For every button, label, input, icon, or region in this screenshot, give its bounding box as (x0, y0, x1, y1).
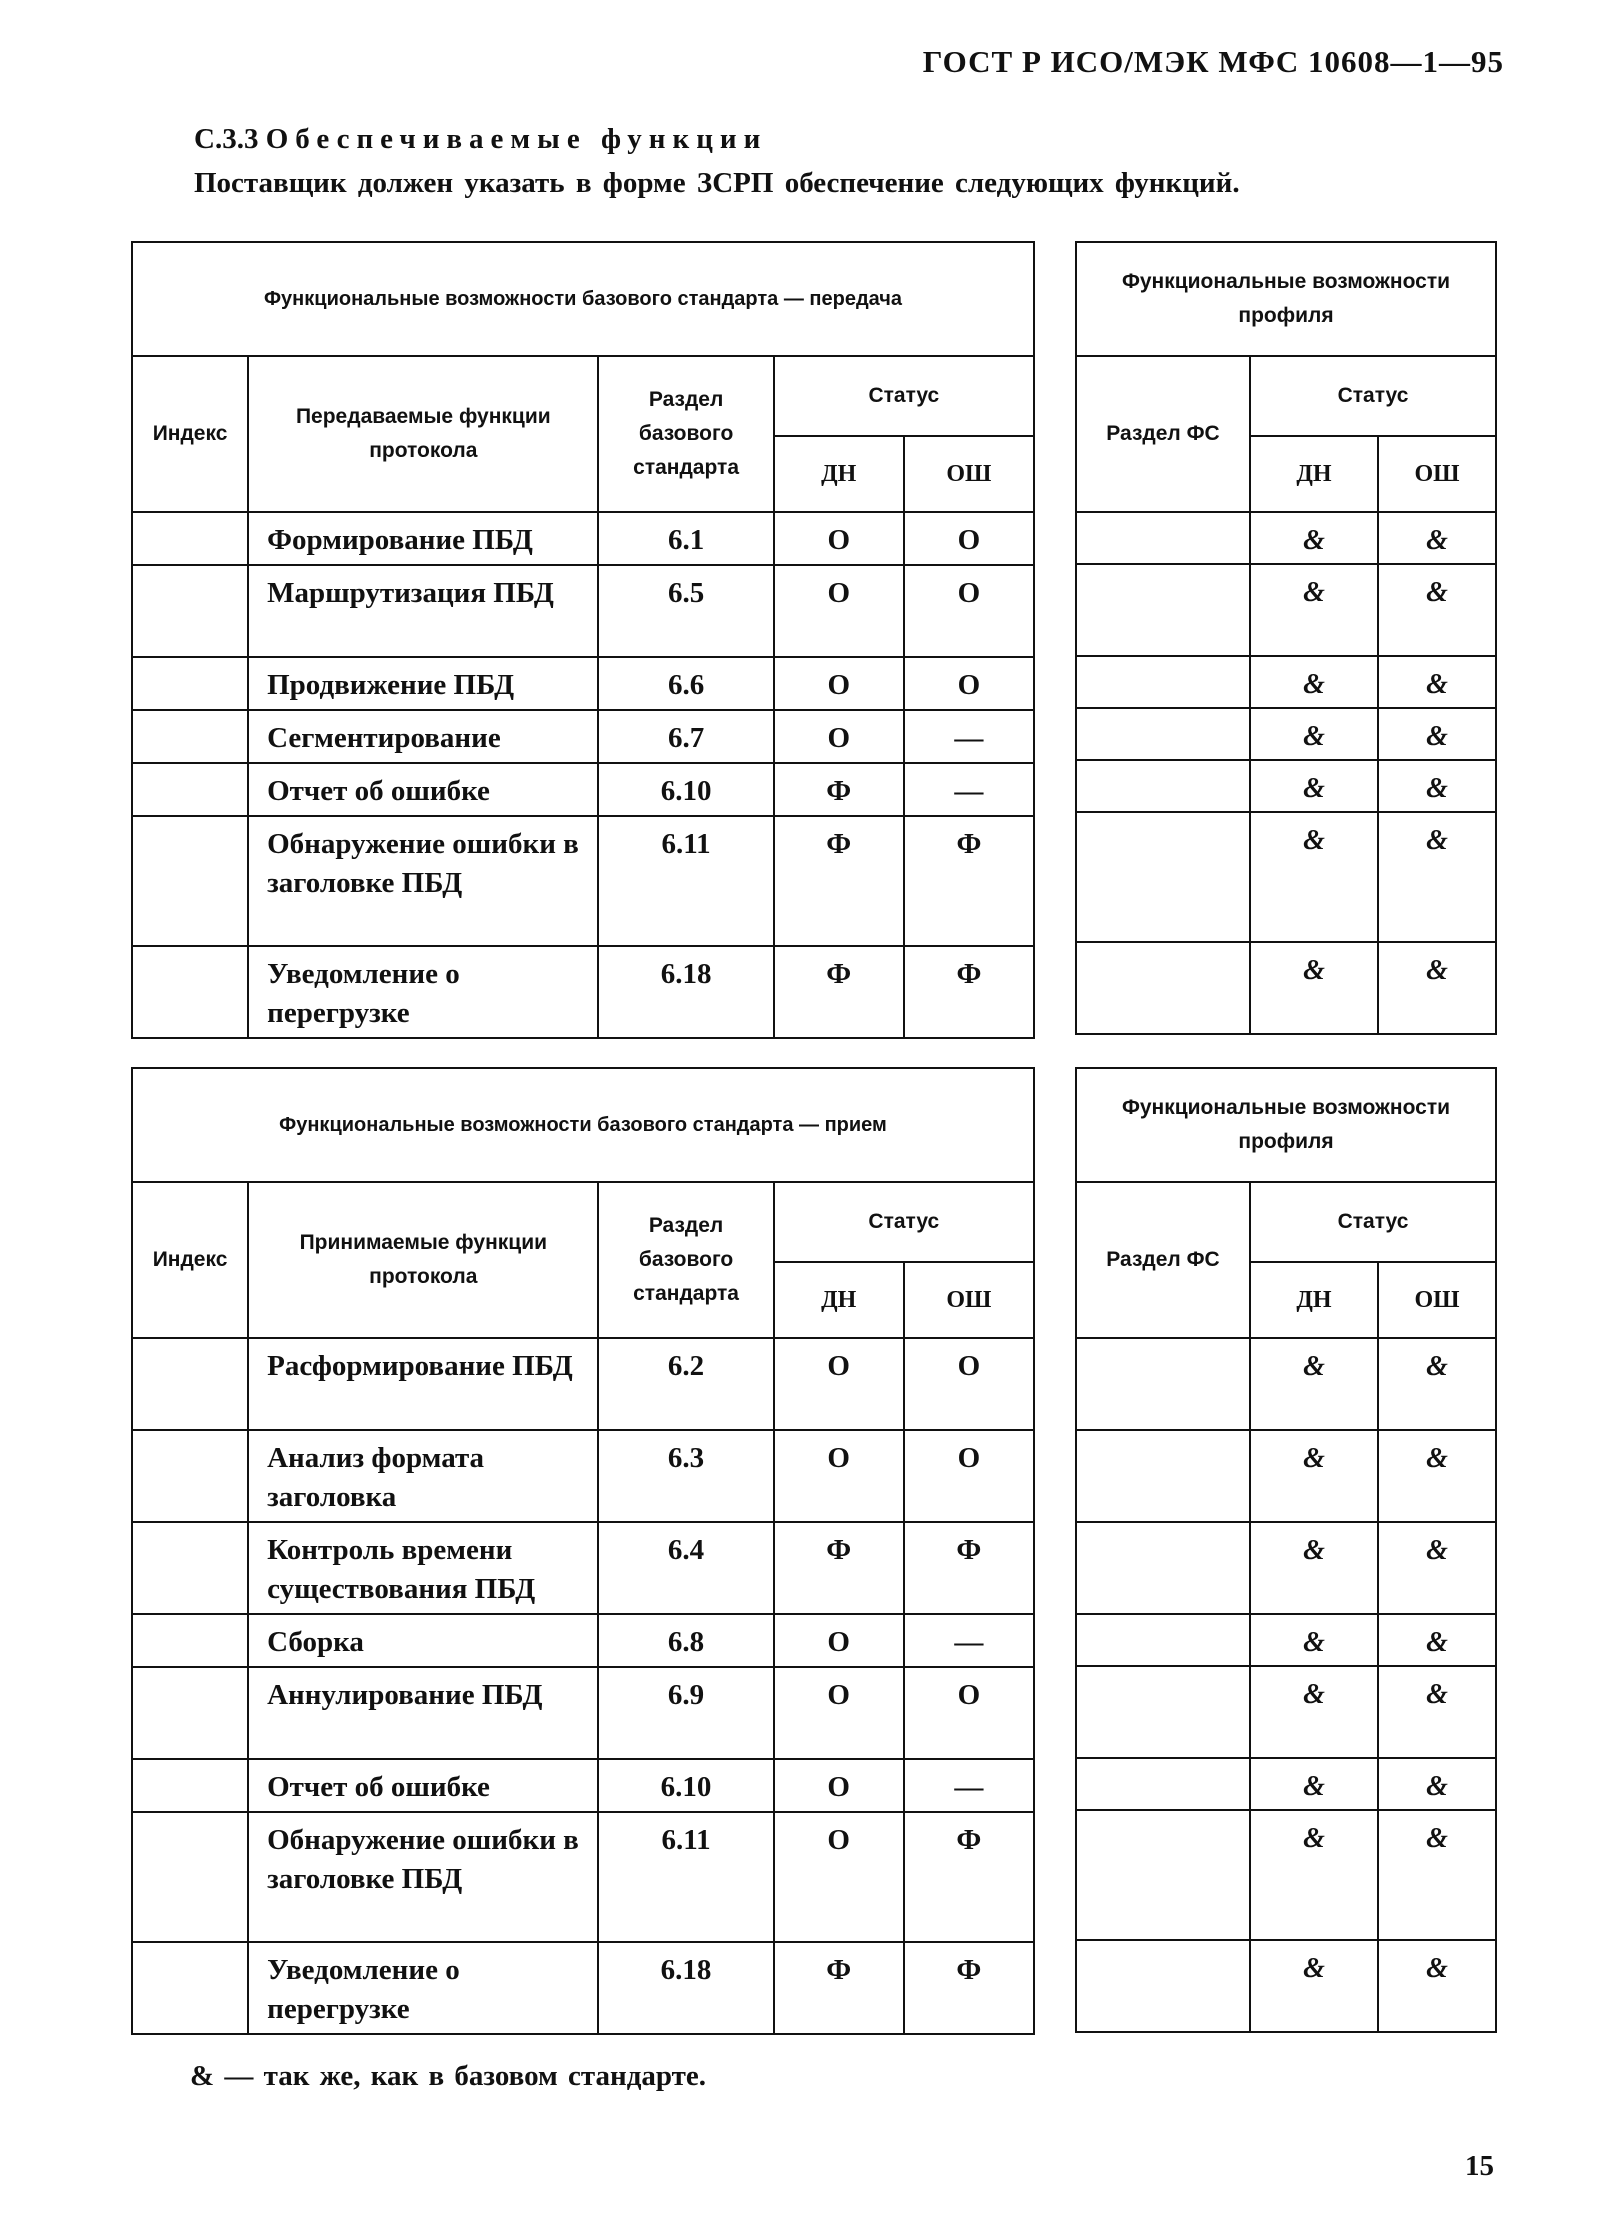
dn-status-cell: О (774, 657, 904, 710)
table-row (132, 1812, 1034, 1942)
function-name-cell: Обнаружение ошибки в заголовке ПБД (248, 816, 598, 946)
table-row (1076, 1522, 1496, 1614)
table-row (132, 710, 1034, 763)
base-section-cell: 6.7 (598, 710, 773, 763)
base-transmit-table (131, 241, 1035, 1039)
base-transmit-title: Функциональные возможности базового стандарта — передача (132, 242, 1034, 356)
index-cell (132, 1338, 248, 1430)
osh-status-cell: О (904, 1338, 1034, 1430)
table-row (132, 512, 1034, 565)
profile-dn-cell: & (1250, 708, 1378, 760)
fs-section-cell (1076, 812, 1250, 942)
table-row (1076, 760, 1496, 812)
osh-status-cell: Ф (904, 1812, 1034, 1942)
base-section-cell: 6.1 (598, 512, 773, 565)
table-row (1076, 1614, 1496, 1666)
profile-receive-title: Функциональные возможности профиля (1076, 1068, 1496, 1182)
table-row (132, 763, 1034, 816)
profile-osh-cell: & (1378, 1430, 1496, 1522)
base-receive-table (131, 1067, 1035, 2035)
dn-status-cell: Ф (774, 1942, 904, 2034)
osh-status-cell: — (904, 763, 1034, 816)
page-number: 15 (1465, 2150, 1494, 2182)
dn-status-cell: Ф (774, 763, 904, 816)
section-number: С.3.3 (194, 123, 259, 155)
function-name-cell: Расформирование ПБД (248, 1338, 598, 1430)
status-header: Статус (774, 1182, 1034, 1262)
profile-osh-cell: & (1378, 1614, 1496, 1666)
base-section-cell: 6.18 (598, 1942, 773, 2034)
osh-header: ОШ (904, 436, 1034, 512)
section-title (194, 123, 767, 156)
profile-osh-cell: & (1378, 564, 1496, 656)
index-cell (132, 1942, 248, 2034)
profile-osh-cell: & (1378, 1666, 1496, 1758)
osh-status-cell: О (904, 512, 1034, 565)
osh-status-cell: — (904, 1759, 1034, 1812)
fs-section-header: Раздел ФС (1076, 1182, 1250, 1338)
table-row (1076, 1666, 1496, 1758)
profile-osh-cell: & (1378, 1810, 1496, 1940)
profile-dn-header: ДН (1250, 1262, 1378, 1338)
profile-dn-cell: & (1250, 812, 1378, 942)
table-row (1076, 512, 1496, 564)
table-row (1076, 1338, 1496, 1430)
profile-dn-cell: & (1250, 760, 1378, 812)
dn-status-cell: О (774, 1759, 904, 1812)
fs-section-cell (1076, 512, 1250, 564)
fs-section-cell (1076, 656, 1250, 708)
function-name-cell: Аннулирование ПБД (248, 1667, 598, 1759)
base-section-cell: 6.8 (598, 1614, 773, 1667)
profile-osh-cell: & (1378, 512, 1496, 564)
function-name-cell: Сегментирование (248, 710, 598, 763)
osh-status-cell: Ф (904, 1522, 1034, 1614)
section-heading: Обеспечиваемые функции (265, 123, 768, 155)
profile-osh-cell: & (1378, 760, 1496, 812)
index-cell (132, 816, 248, 946)
table-row (132, 1522, 1034, 1614)
table-row (1076, 1810, 1496, 1940)
dn-status-cell: О (774, 1614, 904, 1667)
base-section-cell: 6.5 (598, 565, 773, 657)
dn-header: ДН (774, 1262, 904, 1338)
function-name-cell: Уведомление о перегрузке (248, 946, 598, 1038)
base-section-cell: 6.6 (598, 657, 773, 710)
table-row (1076, 656, 1496, 708)
profile-osh-cell: & (1378, 812, 1496, 942)
table-row (132, 946, 1034, 1038)
base-section-cell: 6.11 (598, 1812, 773, 1942)
table-row (1076, 1758, 1496, 1810)
osh-status-cell: Ф (904, 1942, 1034, 2034)
base-section-header: Раздел базового стандарта (598, 1182, 773, 1338)
base-section-cell: 6.2 (598, 1338, 773, 1430)
table-row (132, 1338, 1034, 1430)
index-cell (132, 1430, 248, 1522)
fs-section-cell (1076, 1614, 1250, 1666)
base-section-cell: 6.9 (598, 1667, 773, 1759)
fs-section-cell (1076, 1338, 1250, 1430)
function-name-cell: Отчет об ошибке (248, 763, 598, 816)
base-section-cell: 6.10 (598, 763, 773, 816)
profile-transmit-title: Функциональные возможности профиля (1076, 242, 1496, 356)
fs-section-cell (1076, 564, 1250, 656)
osh-status-cell: Ф (904, 946, 1034, 1038)
base-section-cell: 6.10 (598, 1759, 773, 1812)
function-name-cell: Отчет об ошибке (248, 1759, 598, 1812)
table-row (132, 816, 1034, 946)
index-cell (132, 565, 248, 657)
function-name-cell: Маршрутизация ПБД (248, 565, 598, 657)
function-name-cell: Сборка (248, 1614, 598, 1667)
profile-dn-cell: & (1250, 656, 1378, 708)
table-row (1076, 1430, 1496, 1522)
osh-status-cell: О (904, 657, 1034, 710)
dn-status-cell: О (774, 565, 904, 657)
dn-status-cell: Ф (774, 816, 904, 946)
profile-dn-cell: & (1250, 942, 1378, 1034)
table-row (1076, 1940, 1496, 2032)
fs-section-cell (1076, 760, 1250, 812)
osh-status-cell: Ф (904, 816, 1034, 946)
profile-osh-header: ОШ (1378, 436, 1496, 512)
fs-section-header: Раздел ФС (1076, 356, 1250, 512)
dn-status-cell: О (774, 1430, 904, 1522)
index-cell (132, 1614, 248, 1667)
index-cell (132, 657, 248, 710)
base-section-cell: 6.4 (598, 1522, 773, 1614)
table-row (132, 1430, 1034, 1522)
table-row (1076, 942, 1496, 1034)
fs-section-cell (1076, 1758, 1250, 1810)
intro-paragraph: Поставщик должен указать в форме ЗСРП обеспечение следующих функций. (194, 167, 1240, 199)
profile-receive-table (1075, 1067, 1497, 2033)
fs-section-cell (1076, 1810, 1250, 1940)
index-cell (132, 1812, 248, 1942)
osh-status-cell: О (904, 1430, 1034, 1522)
dn-status-cell: О (774, 710, 904, 763)
dn-status-cell: Ф (774, 946, 904, 1038)
profile-dn-cell: & (1250, 564, 1378, 656)
profile-dn-header: ДН (1250, 436, 1378, 512)
fs-section-cell (1076, 1430, 1250, 1522)
index-header: Индекс (132, 1182, 248, 1338)
profile-dn-cell: & (1250, 1758, 1378, 1810)
dn-status-cell: О (774, 1338, 904, 1430)
table-row (132, 1667, 1034, 1759)
index-cell (132, 1667, 248, 1759)
profile-dn-cell: & (1250, 1810, 1378, 1940)
table-row (1076, 564, 1496, 656)
index-cell (132, 946, 248, 1038)
profile-dn-cell: & (1250, 1430, 1378, 1522)
base-section-cell: 6.11 (598, 816, 773, 946)
dn-status-cell: О (774, 1667, 904, 1759)
profile-status-header: Статус (1250, 1182, 1496, 1262)
footnote: & — так же, как в базовом стандарте. (190, 2060, 707, 2092)
fs-section-cell (1076, 942, 1250, 1034)
profile-osh-cell: & (1378, 656, 1496, 708)
base-section-header: Раздел базового стандарта (598, 356, 773, 512)
base-section-cell: 6.18 (598, 946, 773, 1038)
dn-status-cell: О (774, 512, 904, 565)
index-header: Индекс (132, 356, 248, 512)
function-name-cell: Уведомление о перегрузке (248, 1942, 598, 2034)
function-header: Передаваемые функции протокола (248, 356, 598, 512)
table-row (1076, 708, 1496, 760)
base-section-cell: 6.3 (598, 1430, 773, 1522)
table-row (132, 1614, 1034, 1667)
fs-section-cell (1076, 1522, 1250, 1614)
document-header: ГОСТ Р ИСО/МЭК МФС 10608—1—95 (922, 44, 1504, 79)
profile-dn-cell: & (1250, 1666, 1378, 1758)
function-header: Принимаемые функции протокола (248, 1182, 598, 1338)
function-name-cell: Анализ формата заголовка (248, 1430, 598, 1522)
table-row (132, 1759, 1034, 1812)
dn-status-cell: О (774, 1812, 904, 1942)
profile-osh-cell: & (1378, 1338, 1496, 1430)
dn-status-cell: Ф (774, 1522, 904, 1614)
profile-status-header: Статус (1250, 356, 1496, 436)
osh-status-cell: — (904, 710, 1034, 763)
index-cell (132, 1759, 248, 1812)
profile-osh-cell: & (1378, 1940, 1496, 2032)
osh-status-cell: — (904, 1614, 1034, 1667)
profile-transmit-table (1075, 241, 1497, 1035)
fs-section-cell (1076, 1940, 1250, 2032)
profile-osh-cell: & (1378, 708, 1496, 760)
index-cell (132, 710, 248, 763)
index-cell (132, 763, 248, 816)
osh-status-cell: О (904, 1667, 1034, 1759)
dn-header: ДН (774, 436, 904, 512)
table-row (132, 1942, 1034, 2034)
profile-dn-cell: & (1250, 1940, 1378, 2032)
fs-section-cell (1076, 1666, 1250, 1758)
index-cell (132, 1522, 248, 1614)
profile-dn-cell: & (1250, 512, 1378, 564)
function-name-cell: Продвижение ПБД (248, 657, 598, 710)
index-cell (132, 512, 248, 565)
function-name-cell: Контроль времени существования ПБД (248, 1522, 598, 1614)
profile-osh-cell: & (1378, 942, 1496, 1034)
function-name-cell: Формирование ПБД (248, 512, 598, 565)
fs-section-cell (1076, 708, 1250, 760)
table-row (1076, 812, 1496, 942)
function-name-cell: Обнаружение ошибки в заголовке ПБД (248, 1812, 598, 1942)
osh-status-cell: О (904, 565, 1034, 657)
profile-dn-cell: & (1250, 1338, 1378, 1430)
profile-osh-header: ОШ (1378, 1262, 1496, 1338)
profile-dn-cell: & (1250, 1522, 1378, 1614)
status-header: Статус (774, 356, 1034, 436)
table-row (132, 565, 1034, 657)
osh-header: ОШ (904, 1262, 1034, 1338)
profile-osh-cell: & (1378, 1758, 1496, 1810)
base-receive-title: Функциональные возможности базового стандарта — прием (132, 1068, 1034, 1182)
profile-osh-cell: & (1378, 1522, 1496, 1614)
table-row (132, 657, 1034, 710)
profile-dn-cell: & (1250, 1614, 1378, 1666)
